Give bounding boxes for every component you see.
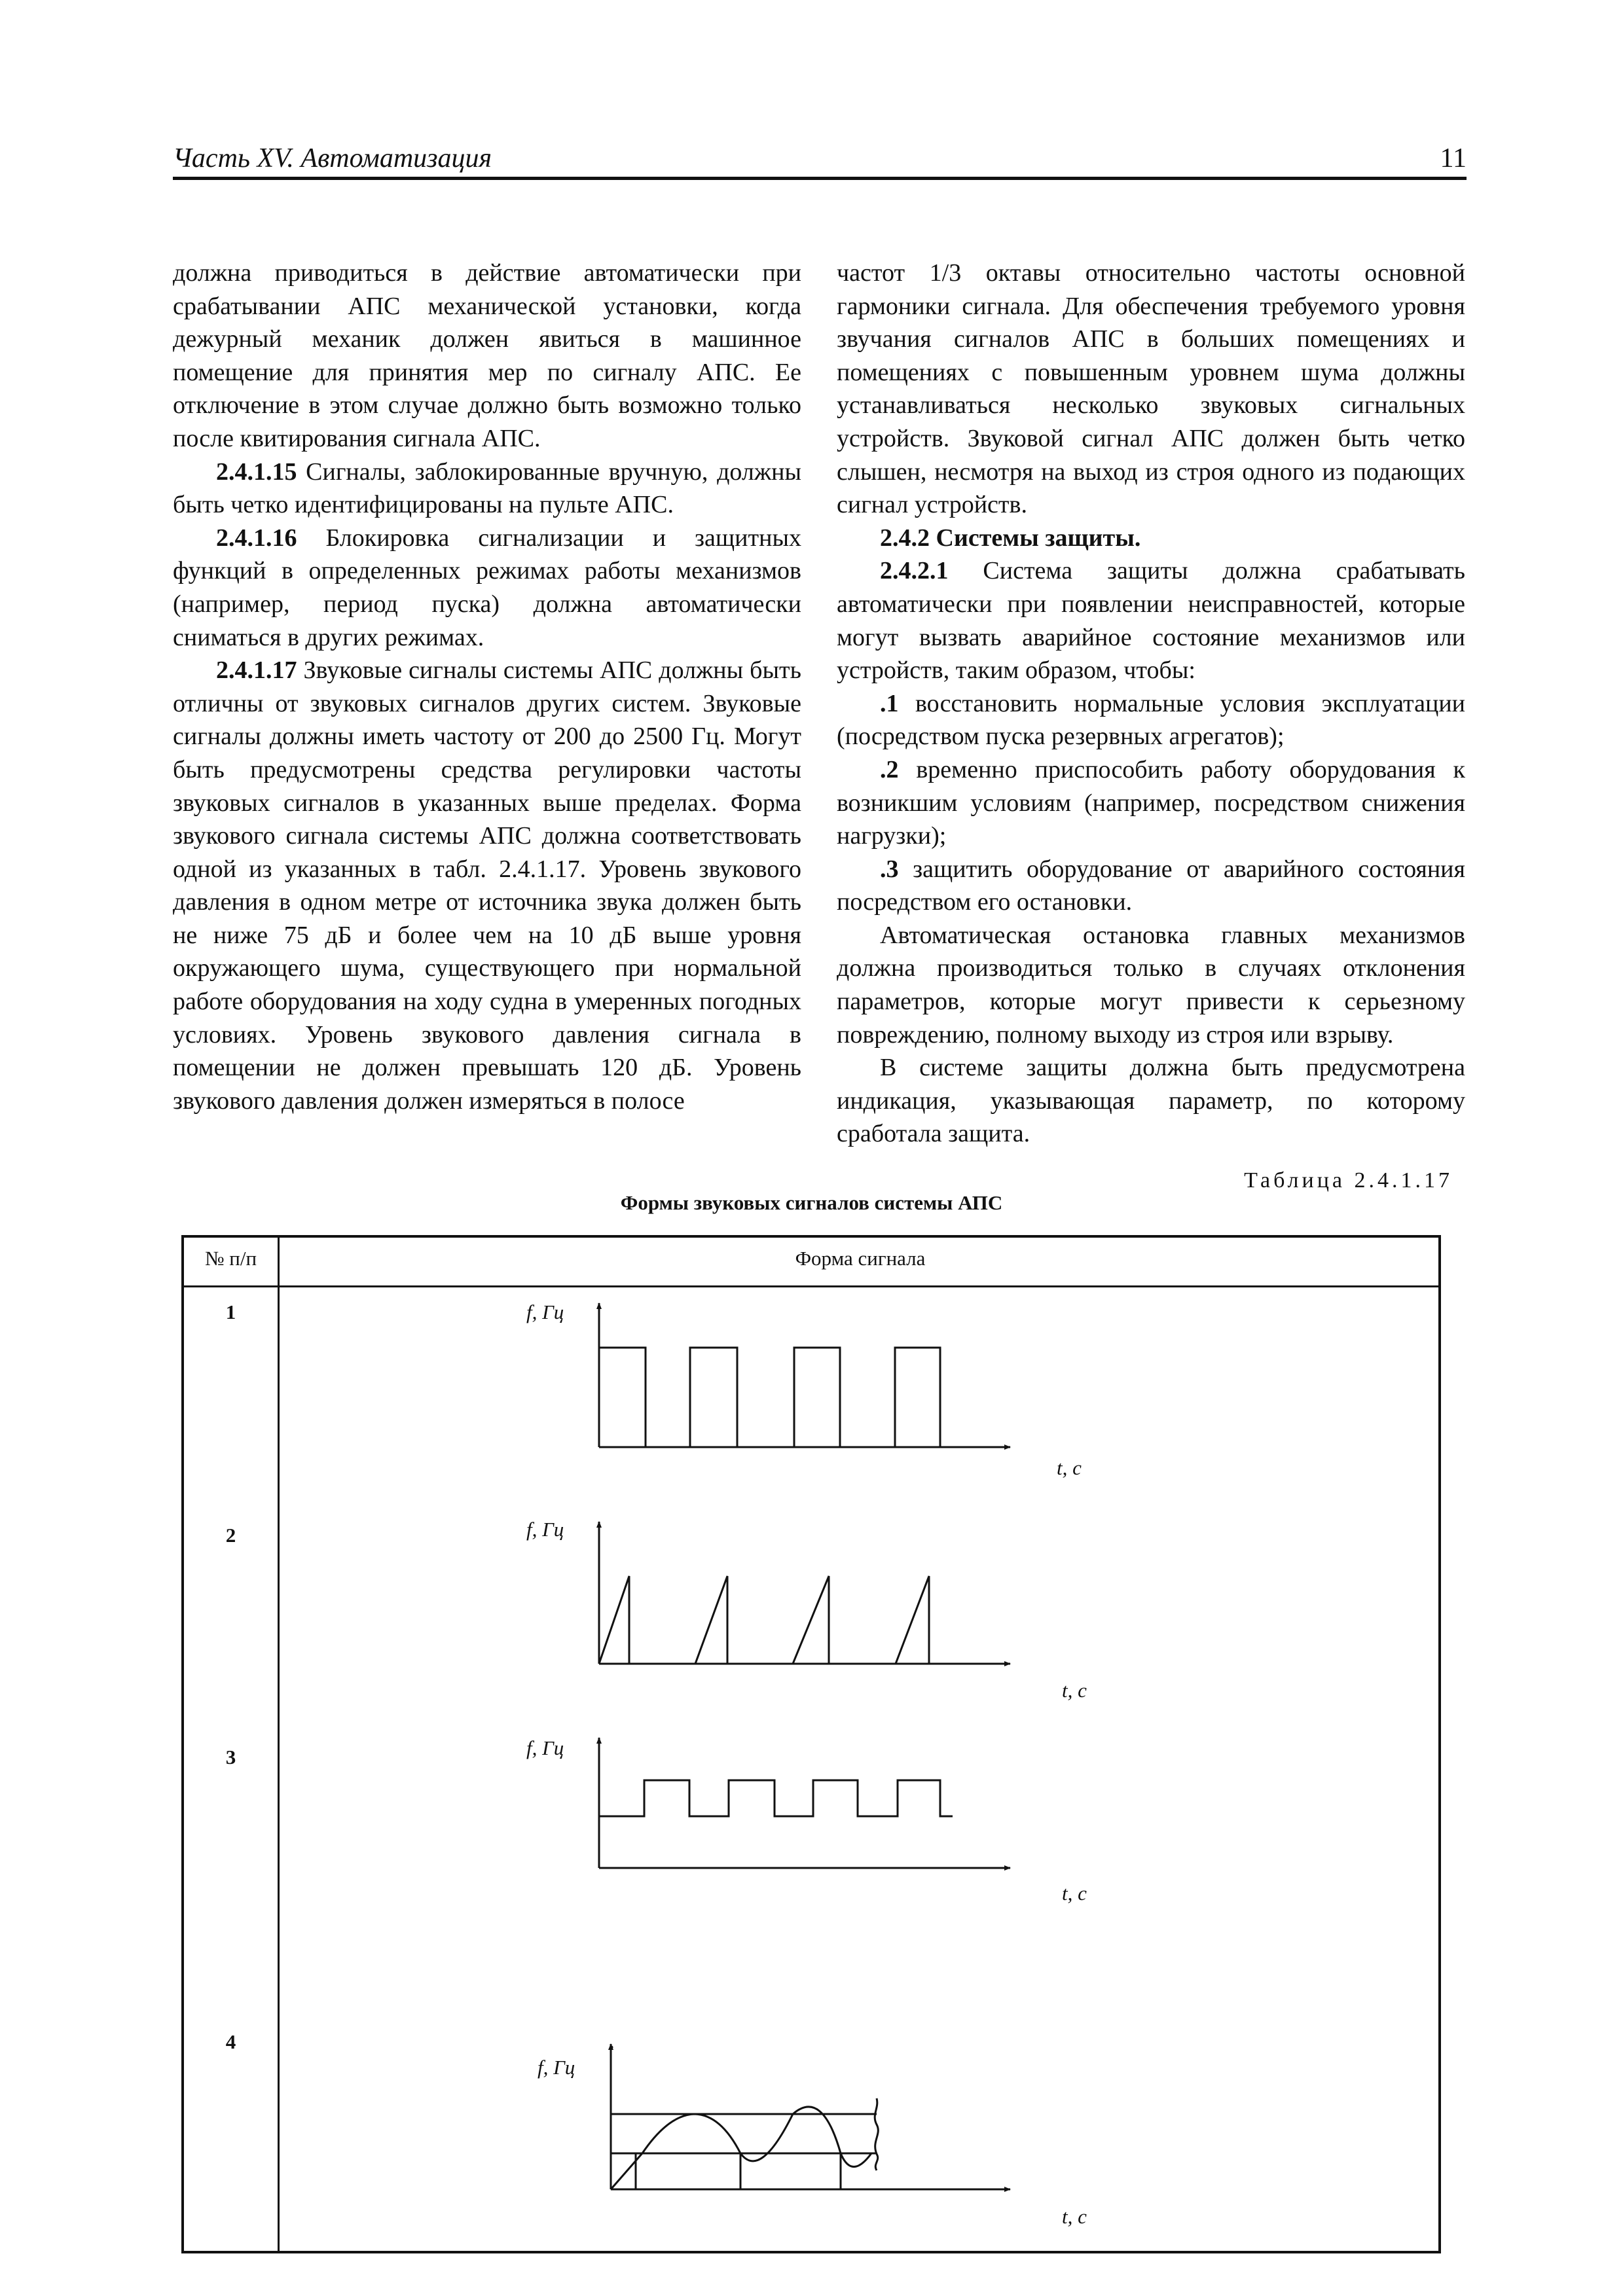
paragraph: В системе защиты должна быть предусмотрена индикация, указывающая параметр, по которому сработала защита.: [837, 1054, 1465, 1148]
item-text: защитить оборудование от аварийного состояния посредством его остановки.: [837, 855, 1465, 916]
row-number-3: 3: [225, 1746, 236, 1768]
table-caption: Формы звуковых сигналов системы АПС: [620, 1191, 1003, 1214]
clause-number: 2.4.1.17: [216, 656, 297, 685]
table-id: Таблица 2.4.1.17: [1244, 1168, 1453, 1193]
item-number: .1: [880, 689, 899, 717]
x-axis-label: t, с: [1057, 1456, 1082, 1479]
section-title: Часть XV. Автоматизация: [173, 143, 492, 173]
dot-mark: [610, 2046, 613, 2049]
paragraph-2-4-1-16: [173, 522, 801, 654]
signal-diagrams: [184, 1238, 1438, 2251]
list-item: [837, 853, 1465, 919]
item-text: восстановить нормальные условия эксплуатации (посредством пуска резервных агрегатов);: [837, 689, 1465, 751]
x-axis-label: t, с: [1062, 1882, 1087, 1905]
clause-text: Блокировка сигнализации и защитных функций в определенных режимах работы механизмов (например, период пуска) должна автоматически сниматься в других режимах.: [173, 524, 801, 651]
clause-text: Звуковые сигналы системы АПС должны быть отличны от звуковых сигналов других систем. Звуковые сигналы должны иметь частоту от 200 до 2500 Гц. Могут быть предусмотрены средства регулировки частоты звуковых сигналов в указанных выше пределах. Форма звукового сигнала системы АПС должна соответствовать одной из указанных в табл. 2.4.1.17. Уровень звукового давления в одном метре от источника звука должен быть не ниже 75 дБ и более чем на 10 дБ выше уровня окружающего шума, существующего при нормальной работе оборудования на ходу судна в умеренных погодных условиях. Уровень звукового давления сигнала в помещении не должен превышать 120 дБ. Уровень звукового давления должен измеряться в полосе: [173, 656, 801, 1115]
list-item: [837, 753, 1465, 853]
clause-number: 2.4.1.16: [216, 524, 297, 552]
header-rule: [173, 177, 1467, 180]
y-axis-label: f, Гц: [526, 1300, 564, 1323]
clause-text: Система защиты должна срабатывать автоматически при появлении неисправностей, которые могут вызвать аварийное состояние механизмов или устройств, таким образом, чтобы:: [837, 557, 1465, 685]
item-text: временно приспособить работу оборудования к возникшим условиям (например, посредством снижения нагрузки);: [837, 755, 1465, 850]
paragraph-2-4-2-1: [837, 554, 1465, 687]
page-number: 11: [1440, 143, 1467, 173]
paragraph: должна приводиться в действие автоматически при срабатывании АПС механической установки, когда дежурный механик должен явиться в машинное помещение для принятия мер по сигналу АПС. Ее отключение в этом случае должно быть возможно только после квитирования сигнала АПС.: [173, 259, 801, 452]
signal-forms-table: [181, 1235, 1441, 2253]
clause-text: Сигналы, заблокированные вручную, должны быть четко идентифицированы на пульте АПС.: [173, 457, 801, 519]
y-axis-label: f, Гц: [526, 1518, 564, 1541]
paragraph-2-4-1-15: [173, 456, 801, 522]
diagram-3-alternating-tone: [599, 1738, 1010, 1868]
diagram-4-varying-tone: [611, 2044, 1010, 2189]
section-heading: 2.4.2 Системы защиты.: [880, 524, 1141, 552]
diagram-2-sawtooth: [599, 1522, 1010, 1664]
y-axis-label: f, Гц: [538, 2056, 575, 2079]
signal-trace: [599, 1576, 929, 1664]
y-axis-label: f, Гц: [526, 1736, 564, 1759]
paragraph-2-4-1-17: [173, 654, 801, 1117]
running-header: [173, 143, 1467, 179]
clause-number: 2.4.2.1: [880, 557, 949, 585]
paragraph: Автоматическая остановка главных механизмов должна производиться только в случаях отклонения параметров, которые могут привести к серьезному повреждению, полному выходу из строя или взрыву.: [837, 921, 1465, 1049]
row-number-4: 4: [225, 2030, 236, 2053]
column-header-form: Форма сигнала: [795, 1247, 926, 1270]
diagram-1-square-pulses: [599, 1303, 1010, 1447]
list-item: [837, 687, 1465, 753]
left-column: [173, 257, 801, 1117]
item-number: .2: [880, 755, 899, 783]
item-number: .3: [880, 855, 899, 883]
right-column: [837, 257, 1465, 1151]
row-number-2: 2: [225, 1524, 236, 1547]
paragraph: частот 1/3 октавы относительно частоты основной гармоники сигнала. Для обеспечения требуемого уровня звучания сигналов АПС в больших помещениях и помещениях с повышенным уровнем шума должны устанавливаться несколько звуковых сигнальных устройств. Звуковой сигнал АПС должен быть четко слышен, несмотря на выход из строя одного из подающих сигнал устройств.: [837, 259, 1465, 519]
row-number-1: 1: [225, 1300, 236, 1323]
clause-number: 2.4.1.15: [216, 457, 297, 486]
break-mark: [875, 2098, 878, 2170]
signal-trace: [599, 1348, 940, 1447]
x-axis-label: t, с: [1062, 2205, 1087, 2228]
x-axis-label: t, с: [1062, 1679, 1087, 1702]
signal-trace: [599, 1780, 953, 1816]
column-header-number: № п/п: [204, 1247, 257, 1270]
